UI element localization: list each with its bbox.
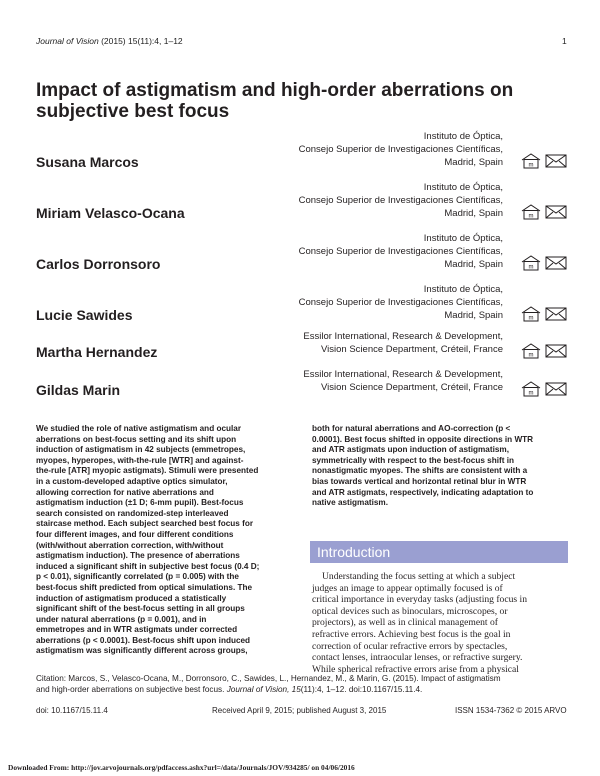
- affiliation-line: Madrid, Spain: [444, 259, 503, 270]
- introduction-line: critical importance in everyday tasks (adjusting focus in: [312, 594, 527, 606]
- abstract-column-1: [36, 424, 294, 657]
- abstract-line: best-focus shift predicted from optical simulations. The: [36, 582, 253, 592]
- author-affiliation: [173, 130, 503, 169]
- abstract-line: (with/without aberration correction, with/without: [36, 540, 224, 550]
- svg-text:m: m: [528, 315, 534, 322]
- abstract-line: four different images, and four different conditions: [36, 529, 234, 539]
- abstract-line: astigmatism was significantly different across groups,: [36, 646, 248, 656]
- affiliation-line: Instituto de Óptica,: [423, 233, 503, 244]
- author-name: Carlos Dorronsoro: [36, 256, 161, 272]
- svg-text:m: m: [528, 352, 534, 359]
- introduction-line: optical devices such as binoculars, microscopes, or: [312, 605, 508, 617]
- svg-text:m: m: [528, 213, 534, 220]
- introduction-line: refractive errors. Achieving best focus is the goal in: [312, 628, 511, 640]
- abstract-line: induction of astigmatism produced a statistically: [36, 593, 227, 603]
- footer-received: Received April 9, 2015; published August 3, 2015: [212, 706, 387, 715]
- abstract-line: 0.0001). Best focus shifted in opposite directions in WTR: [312, 434, 534, 444]
- author-links: [520, 343, 568, 359]
- abstract-line: aberrations on best-focus setting and its shift upon: [36, 434, 237, 444]
- author-affiliation: [173, 283, 503, 322]
- abstract-line: myopes, hyperopes, with-the-rule [WTR] and against-: [36, 455, 244, 465]
- citation-line-1: Citation: Marcos, S., Velasco-Ocana, M., Dorronsoro, C., Sawides, L., Hernandez, M., & Marin, G. (2015). Impact of astigmatism: [36, 674, 501, 683]
- citation-line-2: [36, 684, 570, 695]
- email-icon[interactable]: [545, 204, 567, 220]
- affiliation-line: Instituto de Óptica,: [423, 131, 503, 142]
- author-name: Susana Marcos: [36, 154, 139, 170]
- abstract-line: astigmatism induction). The presence of aberrations: [36, 551, 240, 561]
- abstract-line: staircase method. Each subject searched best focus for: [36, 519, 254, 529]
- abstract-line: the-rule [ATR] myopic astigmats). Stimuli were presented: [36, 466, 259, 476]
- affiliation-line: Madrid, Spain: [444, 310, 503, 321]
- author-links: [520, 255, 568, 271]
- abstract-line: aberrations (p < 0.0001). Best-focus shift upon induced: [36, 635, 251, 645]
- author-affiliation: [173, 232, 503, 271]
- home-page-icon[interactable]: [520, 255, 542, 271]
- running-header: [36, 36, 183, 46]
- email-icon[interactable]: [545, 381, 567, 397]
- abstract-line: p < 0.01), significantly correlated (p = 0.005) with the: [36, 572, 239, 582]
- home-page-icon[interactable]: [520, 153, 542, 169]
- abstract-line: We studied the role of native astigmatism and ocular: [36, 424, 242, 433]
- journal-name: Journal of Vision: [36, 36, 99, 46]
- abstract-line: both for natural aberrations and AO-correction (p <: [312, 424, 511, 433]
- page-number: 1: [562, 36, 567, 46]
- abstract-line: under natural aberrations (p = 0.001), and in: [36, 614, 207, 624]
- svg-text:m: m: [528, 264, 534, 271]
- journal-citation: (2015) 15(11):4, 1–12: [101, 36, 183, 46]
- introduction-line: While spherical refractive errors arise from a physical: [312, 663, 519, 675]
- author-name: Martha Hernandez: [36, 344, 158, 360]
- citation-doi: (11):4, 1–12. doi:10.1167/15.11.4.: [300, 685, 423, 694]
- author-links: [520, 204, 568, 220]
- introduction-line: Understanding the focus setting at which a subject: [322, 571, 516, 582]
- abstract-line: and ATR astigmats upon induction of astigmatism,: [312, 445, 509, 455]
- affiliation-line: Madrid, Spain: [444, 208, 503, 219]
- affiliation-line: Vision Science Department, Créteil, France: [321, 382, 503, 393]
- author-links: [520, 381, 568, 397]
- author-affiliation: [173, 368, 503, 394]
- author-affiliation: [173, 181, 503, 220]
- abstract-line: symmetrically with respect to the best-focus shift in: [312, 455, 515, 465]
- paper-title: Impact of astigmatism and high-order aberrations on subjective best focus: [36, 80, 514, 122]
- home-page-icon[interactable]: [520, 343, 542, 359]
- introduction-heading: Introduction: [310, 541, 568, 563]
- introduction-line: correction of ocular refractive errors by spectacles,: [312, 640, 508, 652]
- author-links: [520, 153, 568, 169]
- home-page-icon[interactable]: [520, 204, 542, 220]
- introduction-line: judges an image to appear optimally focused is of: [312, 582, 503, 594]
- introduction-line: projectors), as well as in clinical management of: [312, 617, 498, 629]
- affiliation-line: Consejo Superior de Investigaciones Científicas,: [298, 195, 503, 206]
- abstract-line: in a custom-developed adaptive optics simulator,: [36, 476, 228, 486]
- abstract-line: allowing correction for native aberrations and: [36, 487, 214, 497]
- home-page-icon[interactable]: [520, 306, 542, 322]
- abstract-line: nonastigmatic myopes. The shifts are consistent with a: [312, 466, 528, 476]
- abstract-column-2: [312, 424, 570, 509]
- footer-doi: doi: 10.1167/15.11.4: [36, 706, 108, 715]
- affiliation-line: Consejo Superior de Investigaciones Científicas,: [298, 246, 503, 257]
- abstract-line: significant shift of the best-focus setting in all groups: [36, 604, 245, 614]
- email-icon[interactable]: [545, 306, 567, 322]
- author-affiliation: [173, 330, 503, 356]
- affiliation-line: Essilor International, Research & Development,: [303, 331, 503, 342]
- affiliation-line: Madrid, Spain: [444, 157, 503, 168]
- download-notice: Downloaded From: http://jov.arvojournals.org/pdfaccess.ashx?url=/data/Journals/JOV/934285/ on 04/06/2016: [8, 763, 355, 772]
- citation-text: and high-order aberrations on subjective best focus.: [36, 685, 227, 694]
- abstract-line: bias towards vertical and horizontal retinal blur in WTR: [312, 476, 527, 486]
- author-name: Lucie Sawides: [36, 307, 133, 323]
- affiliation-line: Instituto de Óptica,: [423, 182, 503, 193]
- citation-block: [36, 673, 570, 695]
- affiliation-line: Consejo Superior de Investigaciones Científicas,: [298, 297, 503, 308]
- abstract-line: and ATR astigmats, respectively, indicating adaptation to: [312, 487, 534, 497]
- author-links: [520, 306, 568, 322]
- email-icon[interactable]: [545, 153, 567, 169]
- citation-volume: 15: [291, 685, 301, 694]
- svg-text:m: m: [528, 390, 534, 397]
- introduction-text: [312, 571, 570, 675]
- email-icon[interactable]: [545, 343, 567, 359]
- abstract-line: induction of astigmatism in 42 subjects (emmetropes,: [36, 445, 246, 455]
- author-name: Miriam Velasco-Ocana: [36, 205, 185, 221]
- footer-issn: ISSN 1534-7362 © 2015 ARVO: [455, 706, 567, 715]
- home-page-icon[interactable]: [520, 381, 542, 397]
- affiliation-line: Vision Science Department, Créteil, France: [321, 344, 503, 355]
- svg-text:m: m: [528, 162, 534, 169]
- affiliation-line: Essilor International, Research & Development,: [303, 369, 503, 380]
- abstract-line: emmetropes and in WTR astigmats under corrected: [36, 625, 238, 635]
- affiliation-line: Instituto de Óptica,: [423, 284, 503, 295]
- abstract-line: search consisted on randomized-step interleaved: [36, 508, 229, 518]
- abstract-line: astigmatism induction (±1 D; 6-mm pupil). Best-focus: [36, 498, 244, 508]
- email-icon[interactable]: [545, 255, 567, 271]
- citation-journal: Journal of Vision,: [226, 685, 290, 694]
- abstract-line: induced a significant shift in subjective best focus (0.4 D;: [36, 561, 260, 571]
- affiliation-line: Consejo Superior de Investigaciones Científicas,: [298, 144, 503, 155]
- introduction-line: contact lenses, intraocular lenses, or refractive surgery.: [312, 652, 523, 664]
- author-name: Gildas Marin: [36, 382, 121, 398]
- abstract-line: native astigmatism.: [312, 498, 388, 508]
